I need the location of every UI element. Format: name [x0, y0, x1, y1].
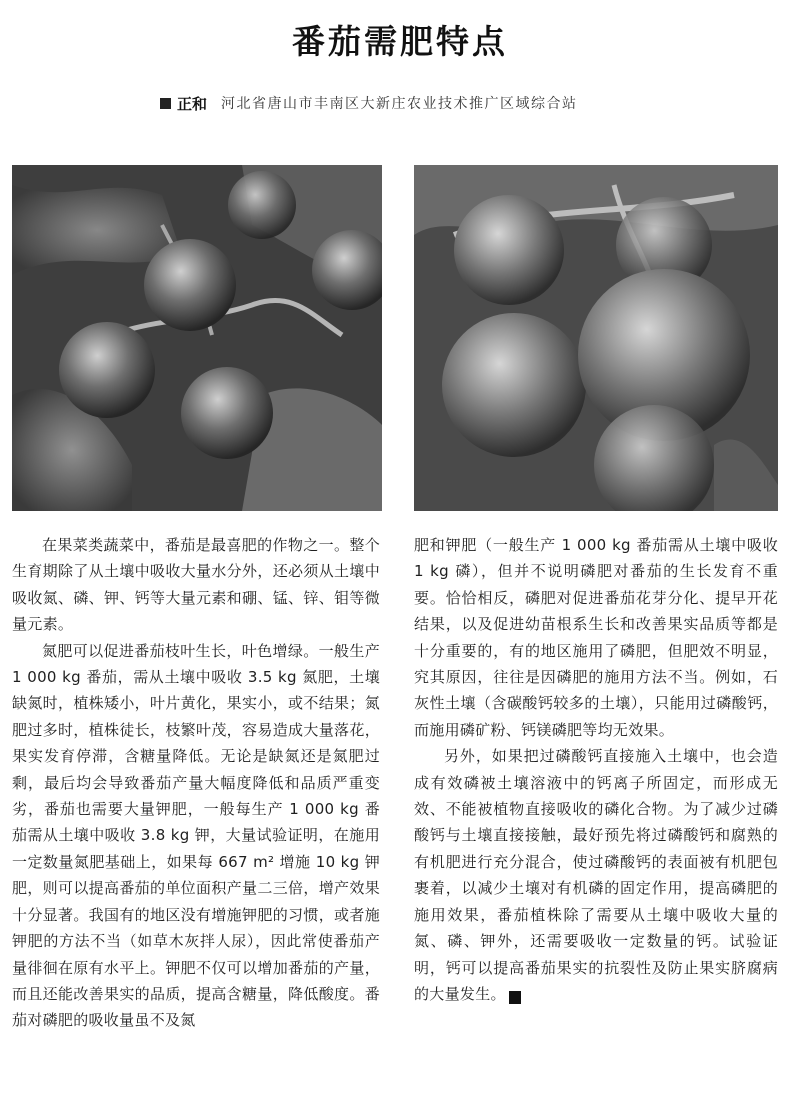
author-affiliation: 河北省唐山市丰南区大新庄农业技术推广区域综合站: [221, 96, 578, 112]
end-mark-icon: K: [509, 991, 521, 1004]
paragraph-continued: 肥和钾肥（一般生产 1 000 kg 番茄需从土壤中吸收 1 kg 磷），但并不说明磷肥对番茄的生长发育不重要。恰恰相反，磷肥对促进番茄花芽分化、提早开花结果，以及促进幼苗根系生长和改善果实品质等都是十分重要的，有的地区施用了磷肥，但肥效不明显，究其原因，往往是因磷肥的施用方法不当。例如，石灰性土壤（含碳酸钙较多的土壤），只能用过磷酸钙，而施用磷矿粉、钙镁磷肥等均无效果。: [414, 536, 778, 739]
tomato-photo-left: [12, 165, 382, 511]
text-column-right: [414, 532, 778, 1007]
author-name: 正和: [177, 94, 208, 113]
article-title: 番茄需肥特点: [292, 22, 508, 61]
tomato-photo-right: [414, 165, 778, 511]
text-column-left: [12, 532, 380, 1034]
byline: [160, 92, 760, 114]
paragraph: [414, 743, 778, 1007]
paragraph-text: 另外，如果把过磷酸钙直接施入土壤中，也会造成有效磷被土壤溶液中的钙离子所固定，而形成无效、不能被植物直接吸收的磷化合物。为了减少过磷酸钙与土壤直接接触，最好预先将过磷酸钙和腐熟的有机肥进行充分混合，使过磷酸钙的表面被有机肥包裹着，以减少土壤对有机磷的固定作用，提高磷肥的施用效果，番茄植株除了需要从土壤中吸收大量的氮、磷、钾外，还需要吸收一定数量的钙。试验证明，钙可以提高番茄果实的抗裂性及防止果实脐腐病的大量发生。: [414, 747, 778, 1003]
paragraph: 氮肥可以促进番茄枝叶生长，叶色增绿。一般生产 1 000 kg 番茄，需从土壤中吸收 3.5 kg 氮肥，土壤缺氮时，植株矮小，叶片黄化，果实小，或不结果；氮肥过多时，植株徒长，枝繁叶茂，容易造成大量落花，果实发育停滞，含糖量降低。无论是缺氮还是氮肥过剩，最后均会导致番茄产量大幅度降低和品质严重变劣，番茄也需要大量钾肥，一般每生产 1 000 kg 番茄需从土壤中吸收 3.8 kg 钾，大量试验证明，在施用一定数量氮肥基础上，如果每 667 m² 增施 10 kg 钾肥，则可以提高番茄的单位面积产量二三倍，增产效果十分显著。我国有的地区没有增施钾肥的习惯，或者施钾肥的方法不当（如草木灰拌人尿），因此常使番茄产量徘徊在原有水平上。钾肥不仅可以增加番茄的产量，而且还能改善果实的品质，提高含糖量，降低酸度。番茄对磷肥的吸收量虽不及氮: [12, 641, 380, 1030]
paragraph: 在果菜类蔬菜中，番茄是最喜肥的作物之一。整个生育期除了从土壤中吸收大量水分外，还必须从土壤中吸收氮、磷、钾、钙等大量元素和硼、锰、锌、钼等微量元素。: [12, 536, 380, 634]
byline-square-icon: [160, 98, 171, 109]
